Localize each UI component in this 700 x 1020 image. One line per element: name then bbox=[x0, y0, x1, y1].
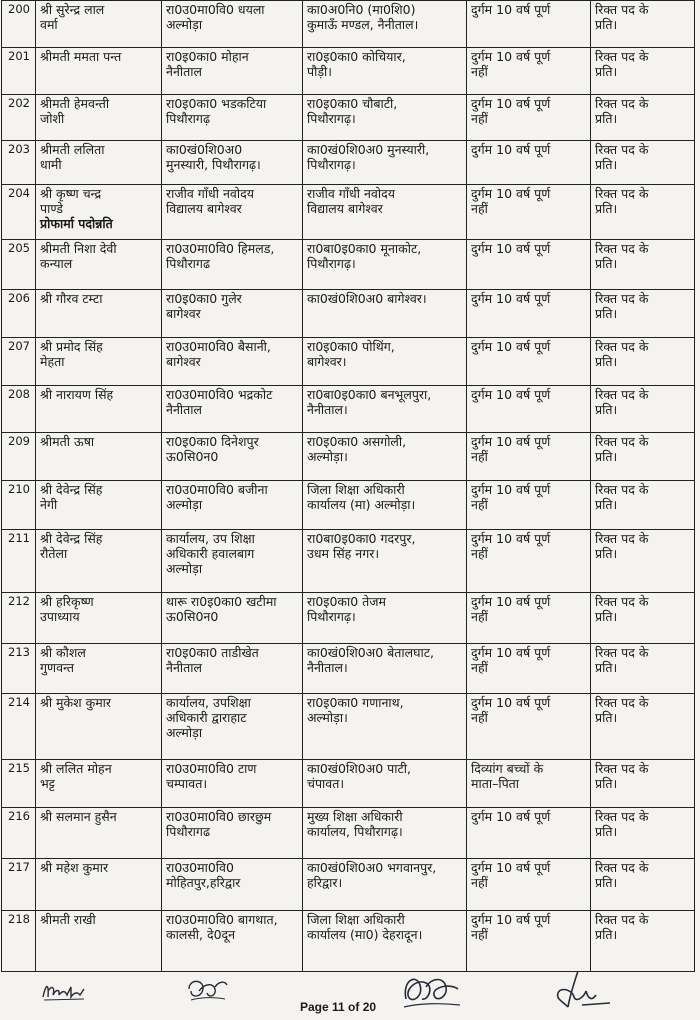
sn-cell bbox=[2, 185, 36, 240]
sn-cell-text: 216 bbox=[8, 809, 30, 823]
remark-cell bbox=[591, 48, 695, 95]
current-posting-cell bbox=[162, 48, 303, 95]
sn-cell bbox=[2, 760, 36, 808]
reason-cell bbox=[467, 694, 591, 760]
remark-cell bbox=[591, 644, 695, 694]
name-cell-text: श्री देवेन्द्र सिंह नेगी bbox=[40, 482, 103, 512]
remark-cell bbox=[591, 760, 695, 808]
new-posting-cell bbox=[303, 290, 467, 338]
current-posting-cell bbox=[162, 808, 303, 859]
name-cell bbox=[36, 141, 162, 185]
sn-cell-text: 215 bbox=[8, 761, 30, 775]
sn-cell bbox=[2, 386, 36, 433]
current-posting-cell bbox=[162, 240, 303, 290]
new-posting-cell bbox=[303, 530, 467, 593]
sn-cell-text: 210 bbox=[8, 482, 30, 496]
name-cell bbox=[36, 240, 162, 290]
reason-cell bbox=[467, 386, 591, 433]
new-posting-cell-text: राजीव गाँधी नवोदय विद्यालय बागेश्वर bbox=[307, 186, 395, 216]
row-subheading: प्रोफार्मा पदोन्नति bbox=[40, 216, 113, 231]
signature-4 bbox=[548, 967, 614, 1015]
sn-cell-text: 206 bbox=[8, 291, 30, 305]
sn-cell bbox=[2, 859, 36, 911]
current-posting-cell-text: रा0उ0मा0वि0 टाण चम्पावत। bbox=[166, 761, 257, 791]
name-cell-text: श्री ललित मोहन भट्ट bbox=[40, 761, 112, 791]
new-posting-cell bbox=[303, 240, 467, 290]
sn-cell bbox=[2, 593, 36, 644]
signature-3 bbox=[398, 969, 464, 1013]
current-posting-cell bbox=[162, 530, 303, 593]
name-cell-text: श्री सुरेन्द्र लाल वर्मा bbox=[40, 2, 105, 32]
new-posting-cell-text: का0खं0शि0अ0 बागेश्वर। bbox=[307, 291, 427, 306]
transfer-list-table bbox=[1, 0, 695, 972]
sn-cell-text: 213 bbox=[8, 645, 30, 659]
reason-cell bbox=[467, 530, 591, 593]
new-posting-cell-text: रा0बा0इ0का0 मूनाकोट, पिथौरागढ़। bbox=[307, 241, 422, 271]
table-row bbox=[2, 290, 695, 338]
sn-cell bbox=[2, 481, 36, 530]
remark-cell-text: रिक्त पद के प्रति। bbox=[595, 387, 649, 417]
table-row bbox=[2, 481, 695, 530]
sn-cell bbox=[2, 141, 36, 185]
reason-cell-text: दुर्गम 10 वर्ष पूर्ण नहीं bbox=[471, 860, 551, 890]
reason-cell bbox=[467, 95, 591, 141]
table-row bbox=[2, 694, 695, 760]
name-cell bbox=[36, 433, 162, 481]
new-posting-cell-text: रा0इ0का0 तेजम पिथौरागढ़। bbox=[307, 594, 387, 624]
sn-cell-text: 212 bbox=[8, 594, 30, 608]
remark-cell bbox=[591, 290, 695, 338]
new-posting-cell-text: का0खं0शि0अ0 भगवानपुर, हरिद्वार। bbox=[307, 860, 437, 890]
name-cell bbox=[36, 48, 162, 95]
name-cell bbox=[36, 859, 162, 911]
remark-cell bbox=[591, 481, 695, 530]
current-posting-cell-text: का0खं0शि0अ0 मुनस्यारी, पिथौरागढ़। bbox=[166, 142, 261, 172]
sn-cell bbox=[2, 95, 36, 141]
name-cell bbox=[36, 481, 162, 530]
name-cell-text: श्री नारायण सिंह bbox=[40, 387, 114, 402]
name-cell bbox=[36, 808, 162, 859]
remark-cell-text: रिक्त पद के प्रति। bbox=[595, 761, 649, 791]
table-row bbox=[2, 240, 695, 290]
current-posting-cell bbox=[162, 859, 303, 911]
current-posting-cell-text: रा0उ0मा0वि0 छारछुम पिथौरागढ bbox=[166, 809, 272, 839]
table-row bbox=[2, 338, 695, 386]
reason-cell-text: दुर्गम 10 वर्ष पूर्ण नहीं bbox=[471, 186, 551, 216]
remark-cell bbox=[591, 433, 695, 481]
remark-cell bbox=[591, 95, 695, 141]
reason-cell bbox=[467, 808, 591, 859]
current-posting-cell-text: रा0उ0मा0वि0 बागथात, कालसी, दे0दून bbox=[166, 912, 278, 942]
current-posting-cell-text: रा0उ0मा0वि0 बजीना अल्मोड़ा bbox=[166, 482, 268, 512]
table-row bbox=[2, 185, 695, 240]
sn-cell-text: 208 bbox=[8, 387, 30, 401]
sn-cell-text: 204 bbox=[8, 186, 30, 200]
reason-cell-text: दुर्गम 10 वर्ष पूर्ण bbox=[471, 142, 551, 157]
remark-cell-text: रिक्त पद के प्रति। bbox=[595, 809, 649, 839]
remark-cell bbox=[591, 694, 695, 760]
reason-cell-text: दुर्गम 10 वर्ष पूर्ण bbox=[471, 2, 551, 17]
table-row bbox=[2, 386, 695, 433]
current-posting-cell bbox=[162, 1, 303, 48]
new-posting-cell-text: का0खं0शि0अ0 मुनस्यारी, पिथौरागढ़। bbox=[307, 142, 430, 172]
current-posting-cell bbox=[162, 593, 303, 644]
reason-cell bbox=[467, 644, 591, 694]
remark-cell bbox=[591, 386, 695, 433]
current-posting-cell-text: रा0इ0का0 गुलेर बागेश्वर bbox=[166, 291, 242, 321]
name-cell-text: श्री महेश कुमार bbox=[40, 860, 109, 875]
sn-cell bbox=[2, 433, 36, 481]
name-cell bbox=[36, 95, 162, 141]
remark-cell bbox=[591, 859, 695, 911]
reason-cell-text: दुर्गम 10 वर्ष पूर्ण bbox=[471, 339, 551, 354]
sn-cell-text: 202 bbox=[8, 96, 30, 110]
reason-cell-text: दुर्गम 10 वर्ष पूर्ण bbox=[471, 241, 551, 256]
new-posting-cell-text: रा0इ0का0 चौबाटी, पिथौरागढ़। bbox=[307, 96, 398, 126]
reason-cell bbox=[467, 481, 591, 530]
sn-cell bbox=[2, 290, 36, 338]
remark-cell bbox=[591, 338, 695, 386]
sn-cell-text: 203 bbox=[8, 142, 30, 156]
new-posting-cell bbox=[303, 386, 467, 433]
name-cell-text: श्रीमती हेमवन्ती जोशी bbox=[40, 96, 110, 126]
reason-cell bbox=[467, 240, 591, 290]
new-posting-cell bbox=[303, 481, 467, 530]
sn-cell-text: 207 bbox=[8, 339, 30, 353]
current-posting-cell bbox=[162, 433, 303, 481]
new-posting-cell-text: जिला शिक्षा अधिकारी कार्यालय (मा) अल्मोड़ा। bbox=[307, 482, 416, 512]
reason-cell-text: दुर्गम 10 वर्ष पूर्ण नहीं bbox=[471, 434, 551, 464]
table-row bbox=[2, 48, 695, 95]
page-footer bbox=[0, 963, 700, 1020]
name-cell-text: श्रीमती निशा देवी कन्याल bbox=[40, 241, 117, 271]
sn-cell-text: 214 bbox=[8, 695, 30, 709]
current-posting-cell-text: रा0उ0मा0वि0 धयला अल्मोड़ा bbox=[166, 2, 265, 32]
signature-2 bbox=[185, 975, 231, 1005]
new-posting-cell bbox=[303, 808, 467, 859]
sn-cell-text: 201 bbox=[8, 49, 30, 63]
name-cell bbox=[36, 338, 162, 386]
current-posting-cell-text: रा0इ0का0 दिनेशपुर ऊ0सि0न0 bbox=[166, 434, 259, 464]
sn-cell bbox=[2, 808, 36, 859]
remark-cell bbox=[591, 593, 695, 644]
name-cell bbox=[36, 760, 162, 808]
new-posting-cell bbox=[303, 593, 467, 644]
name-cell bbox=[36, 185, 162, 240]
new-posting-cell-text: जिला शिक्षा अधिकारी कार्यालय (मा0) देहरादून। bbox=[307, 912, 423, 942]
current-posting-cell bbox=[162, 95, 303, 141]
current-posting-cell-text: रा0इ0का0 मोहान नैनीताल bbox=[166, 49, 249, 79]
reason-cell-text: दिव्यांग बच्चों के माता–पिता bbox=[471, 761, 544, 791]
reason-cell-text: दुर्गम 10 वर्ष पूर्ण नहीं bbox=[471, 594, 551, 624]
reason-cell bbox=[467, 141, 591, 185]
remark-cell-text: रिक्त पद के प्रति। bbox=[595, 434, 649, 464]
reason-cell-text: दुर्गम 10 वर्ष पूर्ण नहीं bbox=[471, 531, 551, 561]
new-posting-cell bbox=[303, 185, 467, 240]
reason-cell bbox=[467, 338, 591, 386]
name-cell-text: श्री देवेन्द्र सिंह रौतेला bbox=[40, 531, 103, 561]
remark-cell-text: रिक्त पद के प्रति। bbox=[595, 49, 649, 79]
reason-cell-text: दुर्गम 10 वर्ष पूर्ण bbox=[471, 291, 551, 306]
current-posting-cell-text: रा0इ0का0 ताडीखेत नैनीताल bbox=[166, 645, 259, 675]
remark-cell-text: रिक्त पद के प्रति। bbox=[595, 645, 649, 675]
new-posting-cell-text: रा0इ0का0 कोचियार, पौड़ी। bbox=[307, 49, 406, 79]
sn-cell bbox=[2, 48, 36, 95]
reason-cell bbox=[467, 593, 591, 644]
table-row bbox=[2, 141, 695, 185]
table-row bbox=[2, 760, 695, 808]
remark-cell-text: रिक्त पद के प्रति। bbox=[595, 2, 649, 32]
name-cell-text: श्रीमती ऊषा bbox=[40, 434, 95, 449]
name-cell bbox=[36, 530, 162, 593]
remark-cell-text: रिक्त पद के प्रति। bbox=[595, 339, 649, 369]
current-posting-cell-text: रा0उ0मा0वि0 हिमलड, पिथौरागढ bbox=[166, 241, 275, 271]
new-posting-cell-text: का0खं0शि0अ0 पाटी, चंपावत। bbox=[307, 761, 411, 791]
current-posting-cell-text: राजीव गाँधी नवोदय विद्यालय बागेश्वर bbox=[166, 186, 254, 216]
remark-cell bbox=[591, 808, 695, 859]
sn-cell-text: 209 bbox=[8, 434, 30, 448]
new-posting-cell bbox=[303, 694, 467, 760]
remark-cell bbox=[591, 185, 695, 240]
reason-cell bbox=[467, 290, 591, 338]
remark-cell bbox=[591, 1, 695, 48]
sn-cell bbox=[2, 694, 36, 760]
name-cell bbox=[36, 593, 162, 644]
remark-cell-text: रिक्त पद के प्रति। bbox=[595, 291, 649, 321]
new-posting-cell bbox=[303, 95, 467, 141]
name-cell-text: श्री मुकेश कुमार bbox=[40, 695, 112, 710]
table-row bbox=[2, 433, 695, 481]
new-posting-cell-text: रा0बा0इ0का0 गदरपुर, उधम सिंह नगर। bbox=[307, 531, 416, 561]
current-posting-cell-text: रा0इ0का0 भडकटिया पिथौरागढ़ bbox=[166, 96, 267, 126]
sn-cell bbox=[2, 644, 36, 694]
table-row bbox=[2, 593, 695, 644]
remark-cell-text: रिक्त पद के प्रति। bbox=[595, 186, 649, 216]
remark-cell-text: रिक्त पद के प्रति। bbox=[595, 531, 649, 561]
current-posting-cell bbox=[162, 481, 303, 530]
current-posting-cell-text: कार्यालय, उपशिक्षा अधिकारी द्वाराहाट अल्मोड़ा bbox=[166, 695, 251, 740]
new-posting-cell-text: मुख्य शिक्षा अधिकारी कार्यालय, पिथौरागढ़। bbox=[307, 809, 403, 839]
name-cell-text: श्रीमती ममता पन्त bbox=[40, 49, 122, 64]
sn-cell bbox=[2, 338, 36, 386]
name-cell-text: श्री गौरव टम्टा bbox=[40, 291, 103, 306]
reason-cell-text: दुर्गम 10 वर्ष पूर्ण नहीं bbox=[471, 96, 551, 126]
table-row bbox=[2, 1, 695, 48]
table-row bbox=[2, 530, 695, 593]
new-posting-cell bbox=[303, 433, 467, 481]
sn-cell-text: 211 bbox=[8, 531, 30, 545]
name-cell bbox=[36, 386, 162, 433]
new-posting-cell bbox=[303, 48, 467, 95]
signature-1 bbox=[40, 977, 88, 1003]
reason-cell-text: दुर्गम 10 वर्ष पूर्ण नहीं bbox=[471, 912, 551, 942]
remark-cell-text: रिक्त पद के प्रति। bbox=[595, 912, 649, 942]
remark-cell-text: रिक्त पद के प्रति। bbox=[595, 142, 649, 172]
current-posting-cell-text: रा0उ0मा0वि0 मोहितपुर,हरिद्वार bbox=[166, 860, 241, 890]
reason-cell-text: दुर्गम 10 वर्ष पूर्ण bbox=[471, 387, 551, 402]
current-posting-cell-text: कार्यालय, उप शिक्षा अधिकारी हवालबाग अल्मोड़ा bbox=[166, 531, 255, 576]
reason-cell-text: दुर्गम 10 वर्ष पूर्ण नहीं bbox=[471, 695, 551, 725]
new-posting-cell bbox=[303, 644, 467, 694]
name-cell bbox=[36, 1, 162, 48]
name-cell bbox=[36, 644, 162, 694]
remark-cell-text: रिक्त पद के प्रति। bbox=[595, 482, 649, 512]
name-cell-text: श्रीमती ललिता धामी bbox=[40, 142, 105, 172]
remark-cell bbox=[591, 240, 695, 290]
current-posting-cell bbox=[162, 338, 303, 386]
page-number: Page 11 of 20 bbox=[300, 1000, 377, 1014]
reason-cell bbox=[467, 48, 591, 95]
table-row bbox=[2, 859, 695, 911]
remark-cell-text: रिक्त पद के प्रति। bbox=[595, 860, 649, 890]
reason-cell-text: दुर्गम 10 वर्ष पूर्ण नहीं bbox=[471, 482, 551, 512]
reason-cell bbox=[467, 433, 591, 481]
name-cell-text: श्री सलमान हुसैन bbox=[40, 809, 117, 824]
remark-cell-text: रिक्त पद के प्रति। bbox=[595, 241, 649, 271]
new-posting-cell-text: रा0इ0का0 गणानाथ, अल्मोड़ा। bbox=[307, 695, 404, 725]
reason-cell-text: दुर्गम 10 वर्ष पूर्ण bbox=[471, 809, 551, 824]
current-posting-cell bbox=[162, 185, 303, 240]
new-posting-cell-text: का0अ0नि0 (मा0शि0) कुमाऊँ मण्डल, नैनीताल। bbox=[307, 2, 419, 32]
table-body bbox=[2, 1, 695, 972]
current-posting-cell bbox=[162, 694, 303, 760]
current-posting-cell-text: रा0उ0मा0वि0 बैसानी, बागेश्वर bbox=[166, 339, 271, 369]
name-cell-text: श्री हरिकृष्ण उपाध्याय bbox=[40, 594, 94, 624]
new-posting-cell-text: रा0इ0का0 पोथिंग, बागेश्वर। bbox=[307, 339, 395, 369]
table-row bbox=[2, 808, 695, 859]
remark-cell-text: रिक्त पद के प्रति। bbox=[595, 96, 649, 126]
current-posting-cell bbox=[162, 760, 303, 808]
remark-cell bbox=[591, 141, 695, 185]
name-cell-text: श्रीमती राखी bbox=[40, 912, 96, 927]
reason-cell bbox=[467, 859, 591, 911]
remark-cell-text: रिक्त पद के प्रति। bbox=[595, 594, 649, 624]
sn-cell bbox=[2, 530, 36, 593]
sn-cell-text: 217 bbox=[8, 860, 30, 874]
new-posting-cell-text: का0खं0शि0अ0 बेतालघाट, नैनीताल। bbox=[307, 645, 435, 675]
current-posting-cell bbox=[162, 290, 303, 338]
name-cell-text: श्री कृष्ण चन्द्र पाण्डे bbox=[40, 186, 102, 216]
current-posting-cell-text: रा0उ0मा0वि0 भद्रकोट नैनीताल bbox=[166, 387, 273, 417]
current-posting-cell bbox=[162, 141, 303, 185]
current-posting-cell bbox=[162, 386, 303, 433]
table-row bbox=[2, 644, 695, 694]
new-posting-cell-text: रा0इ0का0 असगोली, अल्मोड़ा। bbox=[307, 434, 407, 464]
new-posting-cell bbox=[303, 1, 467, 48]
table-row bbox=[2, 95, 695, 141]
new-posting-cell bbox=[303, 760, 467, 808]
reason-cell bbox=[467, 185, 591, 240]
name-cell bbox=[36, 694, 162, 760]
sn-cell-text: 205 bbox=[8, 241, 30, 255]
current-posting-cell bbox=[162, 644, 303, 694]
reason-cell-text: दुर्गम 10 वर्ष पूर्ण नहीं bbox=[471, 49, 551, 79]
new-posting-cell-text: रा0बा0इ0का0 बनभूलपुरा, नैनीताल। bbox=[307, 387, 432, 417]
name-cell-text: श्री कौशल गुणवन्त bbox=[40, 645, 86, 675]
current-posting-cell-text: थारू रा0इ0का0 खटीमा ऊ0सि0न0 bbox=[166, 594, 277, 624]
reason-cell bbox=[467, 1, 591, 48]
sn-cell-text: 200 bbox=[8, 2, 30, 16]
new-posting-cell bbox=[303, 141, 467, 185]
sn-cell bbox=[2, 1, 36, 48]
name-cell bbox=[36, 290, 162, 338]
reason-cell-text: दुर्गम 10 वर्ष पूर्ण नहीं bbox=[471, 645, 551, 675]
new-posting-cell bbox=[303, 338, 467, 386]
name-cell-text: श्री प्रमोद सिंह मेहता bbox=[40, 339, 103, 369]
remark-cell-text: रिक्त पद के प्रति। bbox=[595, 695, 649, 725]
new-posting-cell bbox=[303, 859, 467, 911]
reason-cell bbox=[467, 760, 591, 808]
sn-cell-text: 218 bbox=[8, 912, 30, 926]
remark-cell bbox=[591, 530, 695, 593]
sn-cell bbox=[2, 240, 36, 290]
